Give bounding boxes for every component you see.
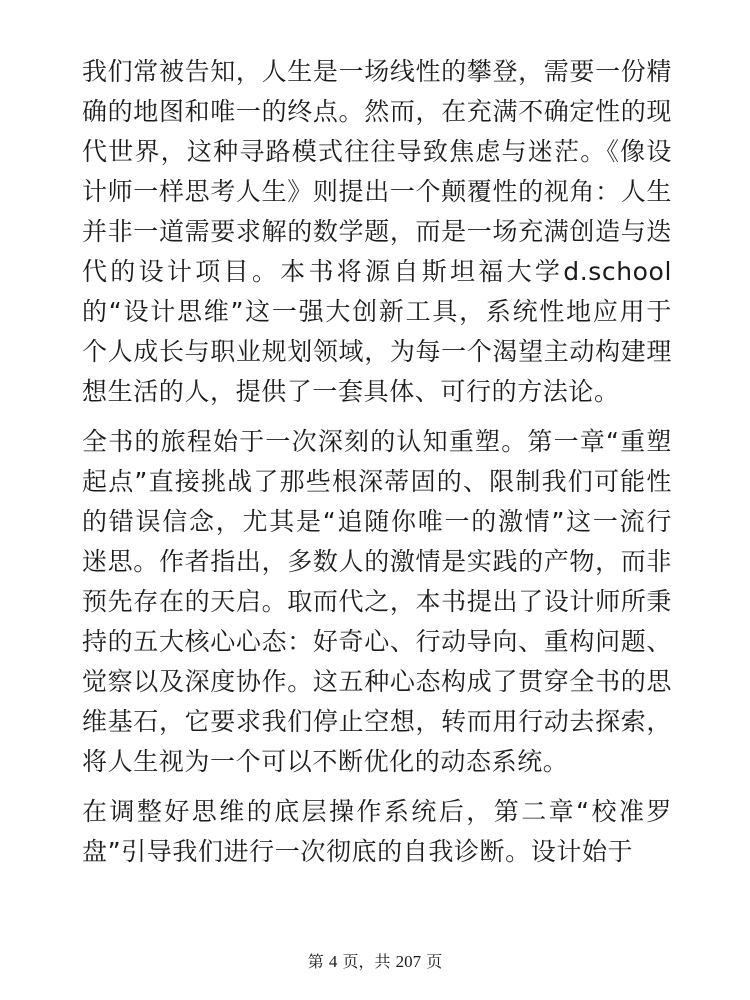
total-page-count: 207 bbox=[395, 952, 422, 971]
footer-prefix: 第 bbox=[307, 952, 324, 971]
paragraph-2: 全书的旅程始于一次深刻的认知重塑。第一章“重塑起点”直接挑战了那些根深蒂固的、限制我们可能性的错误信念，尤其是“追随你唯一的激情”这一流行迷思。作者指出，多数人的激情是实践的产物，而非预先存在的天启。取而代之，本书提出了设计师所秉持的五大核心心态：好奇心、行动导向、重构问题、觉察以及深度协作。这五种心态构成了贯穿全书的思维基石，它要求我们停止空想，转而用行动去探索，将人生视为一个可以不断优化的动态系统。 bbox=[82, 427, 672, 776]
footer-middle: 页，共 bbox=[342, 952, 391, 971]
current-page-number: 4 bbox=[328, 952, 338, 971]
body-text bbox=[82, 52, 672, 872]
paragraph-3: 在调整好思维的底层操作系统后，第二章“校准罗盘”引导我们进行一次彻底的自我诊断。设计始于 bbox=[82, 797, 672, 866]
footer-suffix: 页 bbox=[426, 952, 443, 971]
page-footer bbox=[0, 950, 750, 974]
paragraph-1: 我们常被告知，人生是一场线性的攀登，需要一份精确的地图和唯一的终点。然而，在充满不确定性的现代世界，这种寻路模式往往导致焦虑与迷茫。《像设计师一样思考人生》则提出一个颠覆性的视角：人生并非一道需要求解的数学题，而是一场充满创造与迭代的设计项目。本书将源自斯坦福大学d.school的“设计思维”这一强大创新工具，系统性地应用于个人成长与职业规划领域，为每一个渴望主动构建理想生活的人，提供了一套具体、可行的方法论。 bbox=[82, 57, 672, 406]
